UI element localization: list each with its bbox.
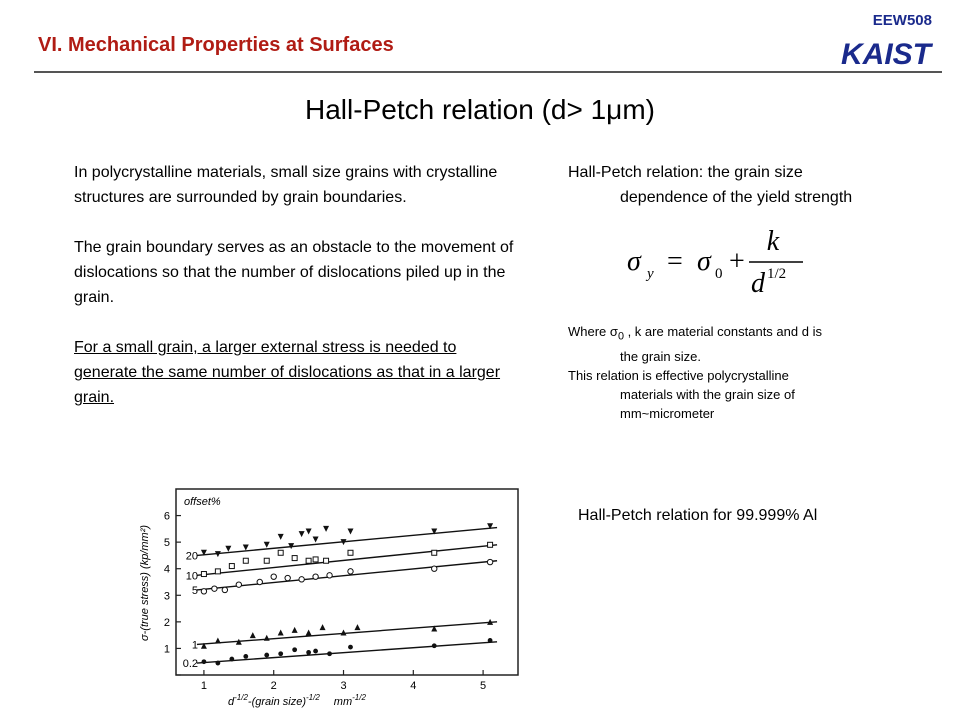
data-point [306, 650, 311, 655]
data-point [212, 586, 217, 591]
x-tick-label: 1 [200, 680, 207, 692]
y-axis-label: σ-(true stress) (kp/mm²) [139, 524, 151, 642]
eq-sub-0: 0 [715, 266, 723, 282]
series-label: 20 [185, 550, 198, 563]
y-tick-label: 6 [163, 510, 170, 523]
effective-line-2: materials with the grain size of [620, 386, 795, 402]
data-point [348, 569, 353, 574]
data-point [264, 653, 269, 658]
data-point [222, 587, 227, 592]
series-label: 1 [191, 639, 198, 652]
data-point [306, 558, 311, 563]
y-tick-label: 2 [163, 616, 170, 629]
eq-sigma0: σ [697, 246, 711, 277]
xlabel-unit-sup: -1/2 [352, 693, 366, 702]
series-label: 0.2 [182, 658, 198, 671]
data-point [202, 659, 207, 664]
x-tick-label: 5 [480, 680, 487, 692]
eq-plus: + [729, 246, 745, 277]
title-suffix: m) [622, 94, 655, 125]
data-point [488, 638, 493, 643]
legend-title: offset% [184, 496, 221, 508]
data-point [236, 582, 241, 587]
eq-equals: = [667, 246, 683, 277]
paragraph-grains: In polycrystalline materials, small size grains with crystalline structures are surrounded by grain boundaries. [74, 164, 498, 206]
where-line [568, 322, 948, 347]
eq-sigma-y: σ [627, 246, 641, 277]
data-point [488, 542, 493, 547]
where-prefix: Where σ [568, 324, 618, 339]
data-point [278, 651, 283, 656]
logo-text: KAIST [841, 38, 931, 70]
x-tick-label: 2 [270, 680, 277, 692]
x-axis-label [228, 693, 366, 708]
data-point [487, 559, 492, 564]
data-point [215, 569, 220, 574]
data-point [313, 649, 318, 654]
eq-denominator: d [751, 268, 765, 296]
series-label: 10 [185, 570, 198, 583]
data-point [271, 574, 276, 579]
eq-sub-y: y [647, 266, 654, 282]
title-mu: μ [606, 94, 623, 125]
section-title: VI. Mechanical Properties at Surfaces [38, 34, 394, 56]
data-point [278, 550, 283, 555]
xlabel-d: d [228, 696, 235, 708]
effective-line-1: This relation is effective polycrystalline [568, 367, 789, 383]
data-point [285, 575, 290, 580]
data-point [292, 556, 297, 561]
where-rest: , k are material constants and d is [623, 324, 822, 339]
data-point [432, 550, 437, 555]
xlabel-sup2: -1/2 [306, 693, 320, 702]
data-point [348, 645, 353, 650]
eq-numerator: k [766, 226, 780, 257]
x-tick-label: 4 [410, 680, 417, 692]
data-point [299, 577, 304, 582]
data-point [264, 558, 269, 563]
kaist-logo [838, 36, 934, 70]
left-text-column [74, 160, 514, 410]
data-point [348, 550, 353, 555]
slide-title [0, 94, 960, 126]
series-label: 5 [191, 584, 198, 597]
chart-caption: Hall-Petch relation for 99.999% Al [578, 507, 818, 524]
data-point [257, 579, 262, 584]
data-point [229, 564, 234, 569]
data-point [201, 572, 206, 577]
where-line-2: the grain size. [620, 348, 701, 364]
data-point [292, 647, 297, 652]
data-point [243, 654, 248, 659]
y-tick-label: 4 [163, 563, 170, 576]
data-point [432, 566, 437, 571]
data-point [327, 573, 332, 578]
data-point [313, 557, 318, 562]
y-tick-label: 3 [163, 590, 170, 603]
data-point [327, 651, 332, 656]
paragraph-grain-boundary: The grain boundary serves as an obstacle to the movement of dislocations so that the number of dislocations piled up in the grain. [74, 239, 514, 306]
y-tick-label: 5 [163, 537, 170, 550]
definition-line-2: dependence of the yield strength [620, 189, 853, 206]
data-point [324, 558, 329, 563]
xlabel-sup: -1/2 [234, 693, 248, 702]
eq-exponent: 1/2 [767, 266, 787, 282]
hall-petch-equation [625, 226, 815, 296]
constants-description [568, 322, 948, 423]
data-point [229, 657, 234, 662]
data-point [243, 558, 248, 563]
xlabel-unit: mm [333, 696, 353, 708]
paragraph-small-grain: For a small grain, a larger external stress is needed to generate the same number of dislocations as that in a larger grain. [74, 339, 501, 406]
hall-petch-plot [132, 483, 522, 711]
data-point [432, 643, 437, 648]
hall-petch-definition [568, 160, 938, 210]
x-tick-label: 3 [340, 680, 347, 692]
data-point [313, 574, 318, 579]
header-divider [34, 71, 942, 73]
xlabel-mid: -(grain size) [247, 696, 306, 708]
definition-line-1: Hall-Petch relation: the grain size [568, 164, 803, 181]
effective-line-3: mm~micrometer [620, 405, 715, 421]
data-point [201, 589, 206, 594]
data-point [215, 661, 220, 666]
y-tick-label: 1 [163, 643, 170, 656]
title-prefix: Hall-Petch relation (d> 1 [305, 94, 607, 125]
where-sub: 0 [617, 330, 624, 343]
course-code: EEW508 [872, 12, 932, 29]
